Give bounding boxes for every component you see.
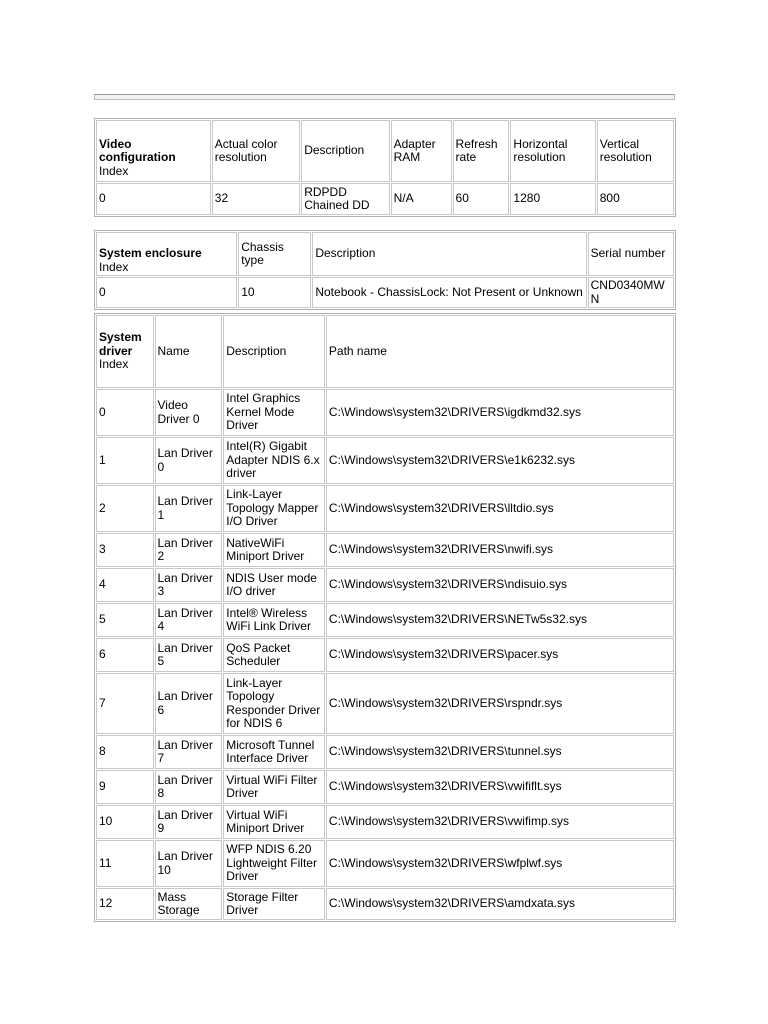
table-row xyxy=(96,568,674,602)
table-row xyxy=(96,888,674,920)
table-cell: C:\Windows\system32\DRIVERS\vwififlt.sys xyxy=(326,770,674,804)
table-row xyxy=(96,533,674,567)
table-row xyxy=(96,603,674,637)
table-cell: Link-Layer Topology Mapper I/O Driver xyxy=(223,485,325,532)
video-configuration-table xyxy=(94,118,676,217)
table-cell: C:\Windows\system32\DRIVERS\pacer.sys xyxy=(326,638,674,672)
table-header-row xyxy=(96,232,674,276)
table-cell: Lan Driver 8 xyxy=(155,770,223,804)
table-cell: 10 xyxy=(238,277,311,308)
table-cell: C:\Windows\system32\DRIVERS\vwifimp.sys xyxy=(326,805,674,839)
table-cell: Video Driver 0 xyxy=(155,389,223,436)
table-cell: Lan Driver 0 xyxy=(155,437,223,484)
table-cell: Microsoft Tunnel Interface Driver xyxy=(223,735,325,769)
table-cell: 0 xyxy=(96,183,211,215)
table-cell: 800 xyxy=(597,183,674,215)
header-cell-index: System enclosure Index xyxy=(96,232,237,276)
table-cell: Link-Layer Topology Responder Driver for NDIS 6 xyxy=(223,673,325,734)
table-cell: Virtual WiFi Filter Driver xyxy=(223,770,325,804)
table-cell: C:\Windows\system32\DRIVERS\wfplwf.sys xyxy=(326,840,674,887)
table-cell: 12 xyxy=(96,888,154,920)
table-cell: 0 xyxy=(96,389,154,436)
table-cell: 3 xyxy=(96,533,154,567)
table-cell: Notebook - ChassisLock: Not Present or Unknown xyxy=(312,277,586,308)
table-cell: 1 xyxy=(96,437,154,484)
table-cell: Virtual WiFi Miniport Driver xyxy=(223,805,325,839)
table-cell: 60 xyxy=(453,183,510,215)
table-cell: Lan Driver 4 xyxy=(155,603,223,637)
table-cell: QoS Packet Scheduler xyxy=(223,638,325,672)
header-cell: Description xyxy=(223,315,325,388)
table-cell: Lan Driver 5 xyxy=(155,638,223,672)
table-cell: C:\Windows\system32\DRIVERS\igdkmd32.sys xyxy=(326,389,674,436)
table-cell: 6 xyxy=(96,638,154,672)
table-cell: Lan Driver 3 xyxy=(155,568,223,602)
table-row xyxy=(96,735,674,769)
system-driver-table xyxy=(94,313,676,922)
table-row xyxy=(96,389,674,436)
table-row xyxy=(96,638,674,672)
table-cell: 32 xyxy=(212,183,300,215)
table-cell: C:\Windows\system32\DRIVERS\rspndr.sys xyxy=(326,673,674,734)
table-header-row xyxy=(96,315,674,388)
table-cell: NativeWiFi Miniport Driver xyxy=(223,533,325,567)
table-cell: C:\Windows\system32\DRIVERS\e1k6232.sys xyxy=(326,437,674,484)
header-cell: Vertical resolution xyxy=(597,120,674,182)
table-cell: 11 xyxy=(96,840,154,887)
table-cell: 7 xyxy=(96,673,154,734)
header-cell-index: System driver Index xyxy=(96,315,154,388)
table-row xyxy=(96,840,674,887)
table-cell: Intel Graphics Kernel Mode Driver xyxy=(223,389,325,436)
horizontal-rule xyxy=(94,94,675,100)
table-cell: NDIS User mode I/O driver xyxy=(223,568,325,602)
table-cell: Intel(R) Gigabit Adapter NDIS 6.x driver xyxy=(223,437,325,484)
table-cell: C:\Windows\system32\DRIVERS\NETw5s32.sys xyxy=(326,603,674,637)
header-cell: Name xyxy=(155,315,223,388)
header-cell: Actual color resolution xyxy=(212,120,300,182)
table-cell: Lan Driver 6 xyxy=(155,673,223,734)
table-row xyxy=(96,805,674,839)
header-cell: Path name xyxy=(326,315,674,388)
table-cell: 0 xyxy=(96,277,237,308)
table-header-row xyxy=(96,120,674,182)
table-cell: 1280 xyxy=(510,183,595,215)
table-cell: C:\Windows\system32\DRIVERS\tunnel.sys xyxy=(326,735,674,769)
system-enclosure-table xyxy=(94,230,676,310)
table-row xyxy=(96,485,674,532)
table-cell: Lan Driver 9 xyxy=(155,805,223,839)
table-row xyxy=(96,437,674,484)
table-cell: Mass Storage xyxy=(155,888,223,920)
header-cell: Serial number xyxy=(588,232,674,276)
table-cell: Lan Driver 1 xyxy=(155,485,223,532)
table-cell: 5 xyxy=(96,603,154,637)
table-cell: 2 xyxy=(96,485,154,532)
table-row xyxy=(96,673,674,734)
table-cell: Lan Driver 10 xyxy=(155,840,223,887)
table-row xyxy=(96,183,674,215)
header-cell: Description xyxy=(301,120,389,182)
table-cell: 4 xyxy=(96,568,154,602)
table-row xyxy=(96,277,674,308)
table-cell: RDPDD Chained DD xyxy=(301,183,389,215)
table-row xyxy=(96,770,674,804)
table-cell: Lan Driver 7 xyxy=(155,735,223,769)
table-cell: C:\Windows\system32\DRIVERS\lltdio.sys xyxy=(326,485,674,532)
table-cell: C:\Windows\system32\DRIVERS\ndisuio.sys xyxy=(326,568,674,602)
header-cell: Horizontal resolution xyxy=(510,120,595,182)
table-cell: Intel® Wireless WiFi Link Driver xyxy=(223,603,325,637)
table-cell: 9 xyxy=(96,770,154,804)
table-cell: Lan Driver 2 xyxy=(155,533,223,567)
header-cell: Chassis type xyxy=(238,232,311,276)
header-cell: Description xyxy=(312,232,586,276)
table-cell: 8 xyxy=(96,735,154,769)
table-cell: C:\Windows\system32\DRIVERS\nwifi.sys xyxy=(326,533,674,567)
table-cell: 10 xyxy=(96,805,154,839)
header-cell: Refresh rate xyxy=(453,120,510,182)
table-cell: C:\Windows\system32\DRIVERS\amdxata.sys xyxy=(326,888,674,920)
header-cell: Adapter RAM xyxy=(391,120,452,182)
table-cell: N/A xyxy=(391,183,452,215)
header-cell-index: Video configuration Index xyxy=(96,120,211,182)
table-cell: CND0340MWN xyxy=(588,277,674,308)
table-cell: WFP NDIS 6.20 Lightweight Filter Driver xyxy=(223,840,325,887)
table-cell: Storage Filter Driver xyxy=(223,888,325,920)
